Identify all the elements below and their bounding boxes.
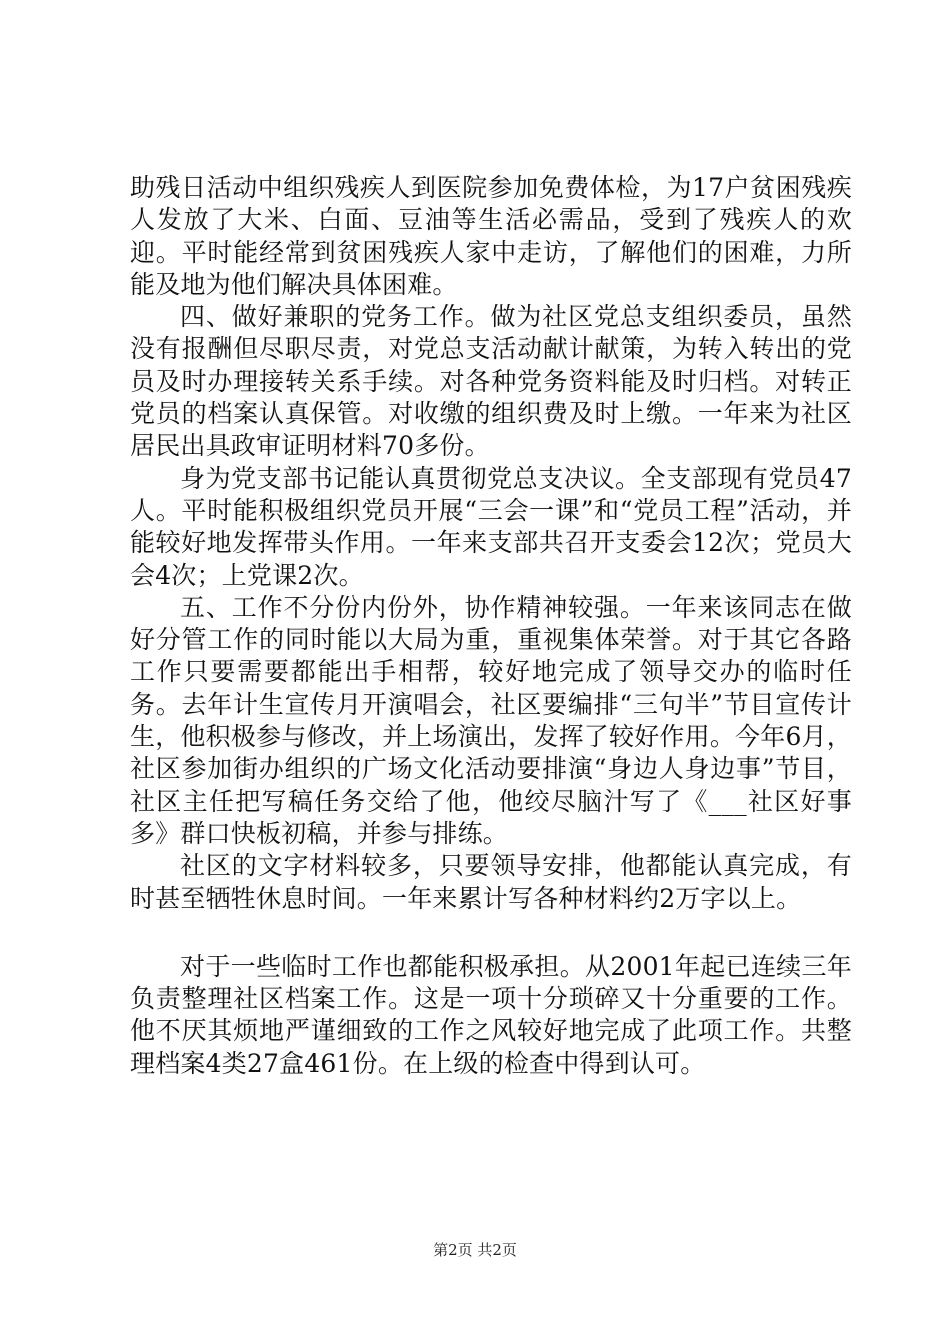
paragraph-archives: 对于一些临时工作也都能积极承担。从2001年起已连续三年负责整理社区档案工作。这是一项十分琐碎又十分重要的工作。他不厌其烦地严谨细致的工作之风较好地完成了此项工作。共整理档案4类27盒461份。在上级的检查中得到认可。 [130, 951, 852, 1078]
document-body [130, 172, 852, 1080]
page-number-label: 第2页 共2页 [433, 1241, 517, 1259]
paragraph-cooperation: 五、工作不分份内份外，协作精神较强。一年来该同志在做好分管工作的同时能以大局为重，重视集体荣誉。对于其它各路工作只要需要都能出手相帮，较好地完成了领导交办的临时任务。去年计生宣传月开演唱会，社区要编排“三句半”节目宣传计生，他积极参与修改，并上场演出，发挥了较好作用。今年6月，社区参加街办组织的广场文化活动要排演“身边人身边事”节目，社区主任把写稿任务交给了他，他绞尽脑汁写了《___社区好事多》群口快板初稿，并参与排练。 [130, 592, 852, 848]
paragraph-written-materials: 社区的文字材料较多，只要领导安排，他都能认真完成，有时甚至牺牲休息时间。一年来累计写各种材料约2万字以上。 [130, 851, 852, 913]
paragraph-branch-secretary: 身为党支部书记能认真贯彻党总支决议。全支部现有党员47人。平时能积极组织党员开展“三会一课”和“党员工程”活动，并能较好地发挥带头作用。一年来支部共召开支委会12次；党员大会4次；上党课2次。 [130, 463, 852, 590]
paragraph-party-affairs: 四、做好兼职的党务工作。做为社区党总支组织委员，虽然没有报酬但尽职尽责，对党总支活动献计献策，为转入转出的党员及时办理接转关系手续。对各种党务资料能及时归档。对转正党员的档案认真保管。对收缴的组织费及时上缴。一年来为社区居民出具政审证明材料70多份。 [130, 302, 852, 461]
paragraph-disabled-aid: 助残日活动中组织残疾人到医院参加免费体检，为17户贫困残疾人发放了大米、白面、豆油等生活必需品，受到了残疾人的欢迎。平时能经常到贫困残疾人家中走访，了解他们的困难，力所能及地为他们解决具体困难。 [130, 173, 852, 299]
page-footer [0, 1240, 950, 1260]
paragraph-spacer [130, 915, 852, 951]
